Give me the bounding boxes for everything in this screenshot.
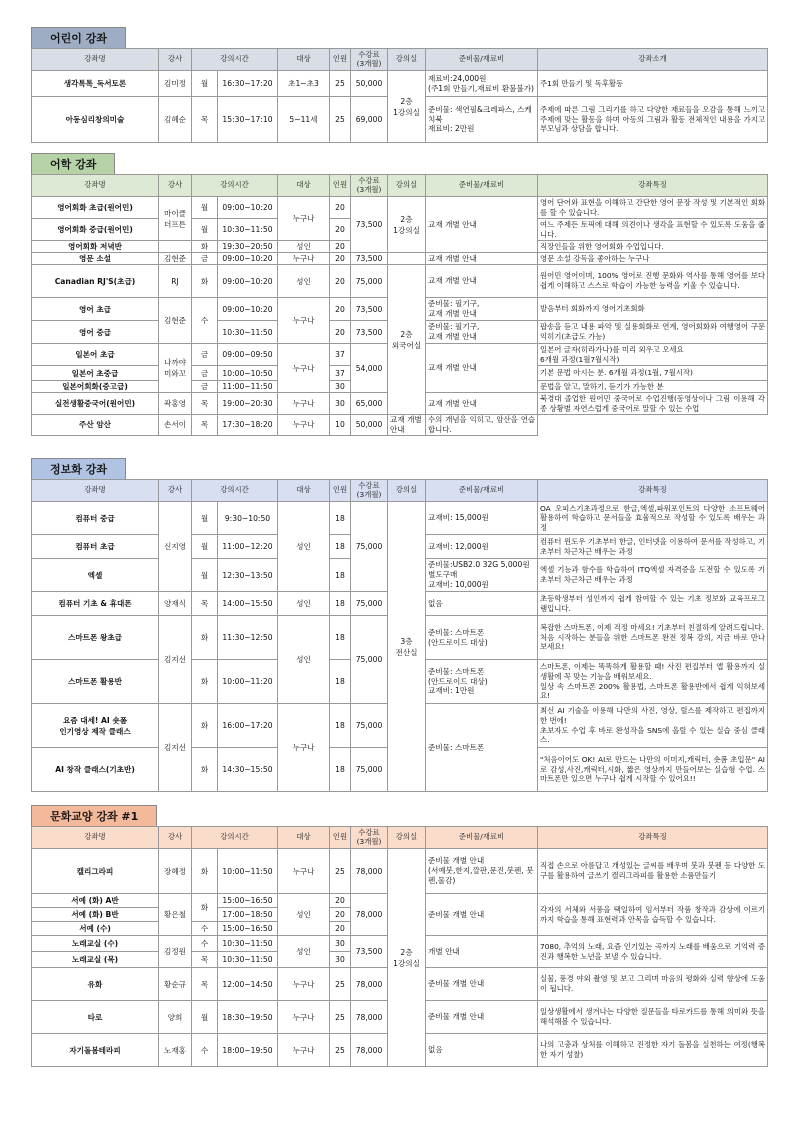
teacher: 김현준 — [159, 253, 192, 265]
day: 월 — [192, 559, 218, 592]
time: 17:00~18:50 — [218, 908, 278, 922]
fee: 50,000 — [351, 415, 388, 436]
time: 10:30~11:50 — [218, 219, 278, 241]
day: 목 — [192, 393, 218, 415]
fee: 50,000 — [351, 71, 388, 97]
day: 수 — [192, 922, 218, 936]
target: 누구나 — [278, 1001, 330, 1034]
course-name: 서예 (수) — [32, 922, 159, 936]
day: 수 — [192, 936, 218, 952]
capacity: 18 — [330, 704, 351, 748]
teacher: 김미정 — [159, 71, 192, 97]
day: 화 — [192, 265, 218, 298]
material: 준비물: 필기구, 교재 개별 안내 — [426, 298, 538, 321]
capacity: 25 — [330, 97, 351, 143]
material: 교재 개별 안내 — [426, 344, 538, 393]
teacher: 김지선 — [159, 704, 192, 792]
fee: 78,000 — [351, 1001, 388, 1034]
course-name: 서예 (화) A반 — [32, 894, 159, 908]
time: 09:00~10:20 — [218, 197, 278, 219]
time: 9:30~10:50 — [218, 502, 278, 535]
course-table — [31, 479, 768, 792]
capacity: 20 — [330, 265, 351, 298]
day: 화 — [192, 849, 218, 894]
fee: 75,000 — [351, 748, 388, 792]
target: 성인 — [278, 265, 330, 298]
course-name: 엑셀 — [32, 559, 159, 592]
target: 성인 — [278, 894, 330, 936]
day: 목 — [192, 415, 218, 436]
fee: 75,000 — [351, 704, 388, 748]
description: 엑셀 기능과 함수를 학습하여 ITQ엑셀 자격증을 도전할 수 있도록 기초부터 차근차근 배우는 과정 — [538, 559, 768, 592]
teacher: 양희 — [159, 1001, 192, 1034]
target: 누구나 — [278, 298, 330, 344]
description: 실물, 풍경 야외 촬영 및 보고 그리며 마음의 평화와 실력 향상에 도움이 됩니다. — [538, 968, 768, 1001]
target: 성인 — [278, 592, 330, 616]
table-row — [32, 415, 768, 436]
material: 교재비: 12,000원 — [426, 535, 538, 559]
capacity: 30 — [330, 381, 351, 393]
material: 준비물: 스마트폰 — [426, 704, 538, 792]
day: 화 — [192, 894, 218, 922]
time: 19:30~20:50 — [218, 241, 278, 253]
capacity: 25 — [330, 71, 351, 97]
course-name: 유화 — [32, 968, 159, 1001]
target: 누구나 — [278, 197, 330, 241]
target: 성인 — [278, 502, 330, 592]
fee: 65,000 — [351, 393, 388, 415]
target: 성인 — [278, 936, 330, 968]
table-row — [32, 849, 768, 894]
material: 없음 — [426, 1034, 538, 1067]
capacity: 20 — [330, 197, 351, 219]
fee: 75,000 — [351, 265, 388, 298]
capacity: 20 — [330, 253, 351, 265]
material: 준비물 개별 안내 — [426, 1001, 538, 1034]
time: 14:00~15:50 — [218, 592, 278, 616]
capacity: 18 — [330, 535, 351, 559]
time: 16:00~17:20 — [218, 704, 278, 748]
time: 18:30~19:50 — [218, 1001, 278, 1034]
course-name: 실전생활중국어(원어민) — [32, 393, 159, 415]
target: 누구나 — [278, 344, 330, 393]
col-teacher: 강사 — [159, 49, 192, 71]
time: 10:00~11:50 — [218, 849, 278, 894]
col-fee: 수강료 (3개월) — [351, 175, 388, 197]
col-course: 강좌명 — [32, 480, 159, 502]
teacher — [159, 241, 192, 253]
description: 컴퓨터 윈도우 기초부터 한글, 인터넷을 이용하여 문서를 작성하고, 기초부터 차근차근 배우는 과정 — [538, 535, 768, 559]
course-name: AI 창작 클래스(기초반) — [32, 748, 159, 792]
col-room: 강의실 — [388, 480, 426, 502]
capacity: 18 — [330, 660, 351, 704]
fee: 73,500 — [351, 298, 388, 321]
table-row — [32, 71, 768, 97]
material: 준비물: 스마트폰 (안드로이드 대상) — [426, 616, 538, 660]
description: 북경대 졸업한 원어민 중국어로 수업진행(동영상이나 그림 이용해 각종 상황별 자연스럽게 중국어로 말할 수 있는 수업 — [538, 393, 768, 415]
col-desc: 강좌소개 — [538, 49, 768, 71]
table-row — [32, 265, 768, 298]
section-culture — [31, 805, 767, 1067]
col-time: 강의시간 — [192, 49, 278, 71]
section-title: 어학 강좌 — [31, 153, 115, 174]
col-desc: 강좌특징 — [538, 480, 768, 502]
teacher: 김지선 — [159, 616, 192, 704]
material: 준비물: 스마트폰 (안드로이드 대상) 교재비: 1만원 — [426, 660, 538, 704]
capacity: 30 — [330, 936, 351, 952]
material: 준비물: 필기구, 교재 개별 안내 — [426, 321, 538, 344]
section-language — [31, 153, 767, 436]
capacity: 25 — [330, 968, 351, 1001]
material: 준비물:USB2.0 32G 5,000원 별도구매 교재비: 10,000원 — [426, 559, 538, 592]
day: 금 — [192, 381, 218, 393]
fee: 54,000 — [351, 344, 388, 393]
fee: 78,000 — [351, 849, 388, 894]
material: 없음 — [426, 592, 538, 616]
day: 월 — [192, 535, 218, 559]
target: 5~11세 — [278, 97, 330, 143]
day: 화 — [192, 616, 218, 660]
teacher: 곽홍영 — [159, 393, 192, 415]
col-course: 강좌명 — [32, 827, 159, 849]
col-course: 강좌명 — [32, 175, 159, 197]
day: 월 — [192, 219, 218, 241]
description: 일본어 글자(히라가나)를 미리 외우고 오세요 6개월 과정(1월7월시작) — [538, 344, 768, 366]
time: 10:00~11:20 — [218, 660, 278, 704]
description: 7080, 추억의 노래, 요즘 인기있는 곡까지 노래를 배움으로 기억력 증진과 행복한 노년을 보낼 수 있습니다. — [538, 936, 768, 968]
col-teacher: 강사 — [159, 827, 192, 849]
material: 준비물: 색연필&크레파스, 스케치북 재료비: 2만원 — [426, 97, 538, 143]
target: 초1~초3 — [278, 71, 330, 97]
material: 준비물 개별 안내 — [426, 968, 538, 1001]
course-name: 영어회화 중급(원어민) — [32, 219, 159, 241]
target: 누구나 — [278, 968, 330, 1001]
time: 11:00~11:50 — [218, 381, 278, 393]
course-name: 일본어 초중급 — [32, 366, 159, 381]
target: 누구나 — [278, 253, 330, 265]
capacity: 37 — [330, 366, 351, 381]
teacher: RJ — [159, 265, 192, 298]
room: 3층 전산실 — [388, 502, 426, 792]
capacity: 18 — [330, 592, 351, 616]
col-material: 준비물/재료비 — [426, 49, 538, 71]
day: 화 — [192, 704, 218, 748]
col-target: 대상 — [278, 480, 330, 502]
time: 12:30~13:50 — [218, 559, 278, 592]
capacity: 20 — [330, 922, 351, 936]
description: 기본 문법 아시는 분. 6개월 과정(1월, 7월시작) — [538, 366, 768, 381]
description: 문법을 알고, 말하기, 듣기가 가능한 분 — [538, 381, 768, 393]
col-time: 강의시간 — [192, 827, 278, 849]
description: 초등학생부터 성인까지 쉽게 참여할 수 있는 기초 정보화 교육프로그램입니다. — [538, 592, 768, 616]
course-name: 생각톡톡_독서토론 — [32, 71, 159, 97]
target: 누구나 — [278, 415, 330, 436]
description: 원어민 영어이며, 100% 영어로 진행 문화와 역사를 통해 영어를 보다 쉽게 이해하고 스스로 학습이 가능한 능력을 키울 수 있습니다. — [538, 265, 768, 298]
col-desc: 강좌특징 — [538, 827, 768, 849]
course-name: 스마트폰 왕초급 — [32, 616, 159, 660]
course-name: 영어회화 저녁반 — [32, 241, 159, 253]
course-name: 일본어 초급 — [32, 344, 159, 366]
description: "처음이어도 OK! AI로 만드는 나만의 이미지,캐릭터, 숏폼 초입문" AI로 감성,사진,캐릭터,시화, 짧은 영상까지 만들어보는 실습형 수업. 스마트폰만 있으면 누구나 쉽게 시작할 수 있어요!! — [538, 748, 768, 792]
fee: 78,000 — [351, 1034, 388, 1067]
course-name: 주산 암산 — [32, 415, 159, 436]
description: 나의 고충과 상처를 이해하고 진정한 자기 돌봄을 실천하는 여정(행복한 자기 성찰) — [538, 1034, 768, 1067]
col-time: 강의시간 — [192, 480, 278, 502]
col-cap: 인원 — [330, 827, 351, 849]
course-name: 캘리그라피 — [32, 849, 159, 894]
col-material: 준비물/재료비 — [426, 827, 538, 849]
course-table — [31, 174, 768, 436]
teacher: 신지영 — [159, 502, 192, 592]
room — [388, 253, 426, 265]
capacity: 10 — [330, 415, 351, 436]
time: 10:30~11:50 — [218, 936, 278, 952]
course-name: 스마트폰 활용반 — [32, 660, 159, 704]
col-fee: 수강료 (3개월) — [351, 49, 388, 71]
description: 수의 개념을 익히고, 암산을 연습합니다. — [426, 415, 538, 436]
description: 발음부터 회화까지 영어기초회화 — [538, 298, 768, 321]
day: 수 — [192, 1034, 218, 1067]
description: 직장인들을 위한 영어회화 수업입니다. — [538, 241, 768, 253]
description: 영어 단어와 표현을 이해하고 간단한 영어 문장 작성 및 기본적인 회화를 할 수 있습니다. — [538, 197, 768, 219]
target: 누구나 — [278, 704, 330, 792]
material: 교재 개별 안내 — [388, 415, 426, 436]
capacity: 25 — [330, 1001, 351, 1034]
description: OA 오피스기초과정으로 한글,엑셀,파워포인트의 다양한 소프트웨어 활용하여 학습하고 문서들을 효율적으로 작성할 수 있도록 배우는 과정 — [538, 502, 768, 535]
description: 복잡한 스마트폰, 이제 걱정 마세요! 기초부터 친절하게 알려드립니다. 처음 시작하는 분들을 위한 스마트폰 완전 정복 강의, 지금 바로 만나보세요! — [538, 616, 768, 660]
day: 금 — [192, 253, 218, 265]
course-name: 컴퓨터 기초 & 휴대폰 — [32, 592, 159, 616]
section-child — [31, 27, 767, 143]
col-material: 준비물/재료비 — [426, 175, 538, 197]
capacity: 30 — [330, 393, 351, 415]
time: 09:00~09:50 — [218, 344, 278, 366]
description: 일상생활에서 생겨나는 다양한 질문들을 타로카드를 통해 의미와 뜻을 해석해볼 수 있습니다. — [538, 1001, 768, 1034]
time: 17:30~18:20 — [218, 415, 278, 436]
day: 목 — [192, 968, 218, 1001]
fee: 75,000 — [351, 502, 388, 592]
teacher: 양재식 — [159, 592, 192, 616]
target: 성인 — [278, 241, 330, 253]
course-name: 일본어회화(중고급) — [32, 381, 159, 393]
fee: 73,500 — [351, 321, 388, 344]
material: 교재 개별 안내 — [426, 393, 538, 415]
capacity: 30 — [330, 952, 351, 968]
teacher: 나까야 미와꼬 — [159, 344, 192, 393]
description: 직접 손으로 아름답고 개성있는 글씨를 배우며 붓과 붓펜 등 다양한 도구를 활용하여 글쓰기 캘리그라피를 활용한 소품만들기 — [538, 849, 768, 894]
time: 14:30~15:50 — [218, 748, 278, 792]
time: 09:00~10:20 — [218, 265, 278, 298]
course-name: 영어 초급 — [32, 298, 159, 321]
material: 교재 개별 안내 — [426, 253, 538, 265]
capacity: 18 — [330, 616, 351, 660]
col-fee: 수강료 (3개월) — [351, 480, 388, 502]
day: 화 — [192, 660, 218, 704]
col-desc: 강좌특징 — [538, 175, 768, 197]
course-table — [31, 826, 768, 1067]
teacher: 마이클 더프튼 — [159, 197, 192, 241]
teacher: 김정원 — [159, 936, 192, 968]
day: 화 — [192, 748, 218, 792]
table-row — [32, 253, 768, 265]
time: 12:00~14:50 — [218, 968, 278, 1001]
fee: 75,000 — [351, 592, 388, 616]
teacher: 황은철 — [159, 894, 192, 936]
time: 18:00~19:50 — [218, 1034, 278, 1067]
day: 월 — [192, 502, 218, 535]
teacher: 김현준 — [159, 298, 192, 344]
description: 팝송을 듣고 내용 파악 및 실용회화로 연계, 영어회화와 여행영어 구문 익히기(초급도 가능) — [538, 321, 768, 344]
teacher: 김혜순 — [159, 97, 192, 143]
course-name: Canadian RJ'S(초급) — [32, 265, 159, 298]
course-table — [31, 48, 768, 143]
time: 10:30~11:50 — [218, 952, 278, 968]
course-name: 노래교실 (수) — [32, 936, 159, 952]
target: 누구나 — [278, 849, 330, 894]
course-name: 아동심리창의미술 — [32, 97, 159, 143]
room: 2층 1강의실 — [388, 849, 426, 1067]
fee: 69,000 — [351, 97, 388, 143]
target: 누구나 — [278, 393, 330, 415]
fee: 73,500 — [351, 197, 388, 253]
teacher: 장혜정 — [159, 849, 192, 894]
col-cap: 인원 — [330, 480, 351, 502]
day: 화 — [192, 241, 218, 253]
day: 목 — [192, 97, 218, 143]
capacity: 20 — [330, 298, 351, 321]
col-teacher: 강사 — [159, 175, 192, 197]
col-course: 강좌명 — [32, 49, 159, 71]
description: 최신 AI 기술을 이용해 나만의 사진, 영상, 릴스를 제작하고 편집까지 한 번에! 초보자도 수업 후 바로 완성작을 SNS에 올릴 수 있는 실습 중심 클래스. — [538, 704, 768, 748]
section-title: 문화교양 강좌 #1 — [31, 805, 157, 826]
description: 각자의 서체와 서풍을 택일하여 임서부터 작품 창작과 감상에 이르기까지 학습을 통해 표현력과 안목을 습득할 수 있습니다. — [538, 894, 768, 936]
target: 성인 — [278, 616, 330, 704]
time: 10:30~11:50 — [218, 321, 278, 344]
capacity: 20 — [330, 219, 351, 241]
time: 09:00~10:20 — [218, 253, 278, 265]
description: 스마트폰, 이제는 똑똑하게 활용할 때! 사진 편집부터 앱 활용까지 실생활에 꼭 맞는 기능을 배워보세요. 일상 속 스마트폰 200% 활용법, 스마트폰 활용반에서 쉽게 익혀보세요! — [538, 660, 768, 704]
col-room: 강의실 — [388, 175, 426, 197]
day: 수 — [192, 298, 218, 344]
time: 11:30~12:50 — [218, 616, 278, 660]
fee: 78,000 — [351, 968, 388, 1001]
fee: 75,000 — [351, 616, 388, 704]
col-room: 강의실 — [388, 827, 426, 849]
capacity: 37 — [330, 344, 351, 366]
fee: 73,500 — [351, 253, 388, 265]
day: 금 — [192, 366, 218, 381]
course-name: 자기돌봄테라피 — [32, 1034, 159, 1067]
course-name: 노래교실 (목) — [32, 952, 159, 968]
material: 준비물 개별 안내 — [426, 894, 538, 936]
col-teacher: 강사 — [159, 480, 192, 502]
col-target: 대상 — [278, 827, 330, 849]
teacher: 손서이 — [159, 415, 192, 436]
description: 영문 소설 강독을 좋아하는 누구나 — [538, 253, 768, 265]
col-fee: 수강료 (3개월) — [351, 827, 388, 849]
course-name: 컴퓨터 초급 — [32, 535, 159, 559]
material: 교재비: 15,000원 — [426, 502, 538, 535]
teacher: 노재홍 — [159, 1034, 192, 1067]
table-row — [32, 502, 768, 535]
fee: 73,500 — [351, 936, 388, 968]
col-room: 강의실 — [388, 49, 426, 71]
time: 15:00~16:50 — [218, 894, 278, 908]
course-name: 영어 중급 — [32, 321, 159, 344]
teacher: 황순규 — [159, 968, 192, 1001]
day: 월 — [192, 197, 218, 219]
capacity: 20 — [330, 321, 351, 344]
capacity: 18 — [330, 559, 351, 592]
col-target: 대상 — [278, 175, 330, 197]
section-title: 정보화 강좌 — [31, 458, 126, 479]
capacity: 25 — [330, 1034, 351, 1067]
course-name: 요즘 대세! AI 숏폼 인기영상 제작 클래스 — [32, 704, 159, 748]
room: 2층 외국어실 — [388, 265, 426, 415]
target: 누구나 — [278, 1034, 330, 1067]
col-time: 강의시간 — [192, 175, 278, 197]
material: 교재 개별 안내 — [426, 265, 538, 298]
col-material: 준비물/재료비 — [426, 480, 538, 502]
day: 월 — [192, 71, 218, 97]
time: 16:30~17:20 — [218, 71, 278, 97]
material: 개별 안내 — [426, 936, 538, 968]
time: 09:00~10:20 — [218, 298, 278, 321]
material: 교재 개별 안내 — [426, 197, 538, 253]
time: 11:00~12:20 — [218, 535, 278, 559]
capacity: 20 — [330, 894, 351, 908]
fee: 78,000 — [351, 894, 388, 936]
room: 2층 1강의실 — [388, 197, 426, 253]
col-target: 대상 — [278, 49, 330, 71]
day: 목 — [192, 952, 218, 968]
course-name: 영어회화 초급(원어민) — [32, 197, 159, 219]
material: 준비물 개별 안내 (서예붓,한지,깔판,문진,붓펜, 붓펜,물감) — [426, 849, 538, 894]
col-cap: 인원 — [330, 175, 351, 197]
day: 월 — [192, 1001, 218, 1034]
time: 15:30~17:10 — [218, 97, 278, 143]
capacity: 18 — [330, 748, 351, 792]
section-info — [31, 458, 767, 792]
material: 재료비:24,000원 (주1회 만들기,재료비 환불불가) — [426, 71, 538, 97]
capacity: 20 — [330, 241, 351, 253]
course-name: 타로 — [32, 1001, 159, 1034]
time: 10:00~10:50 — [218, 366, 278, 381]
description: 주1회 만들기 및 독후활동 — [538, 71, 768, 97]
course-name: 영문 소설 — [32, 253, 159, 265]
course-name: 컴퓨터 중급 — [32, 502, 159, 535]
capacity: 25 — [330, 849, 351, 894]
description: 여느 주제든 토픽에 대해 의견이나 생각을 표현할 수 있도록 도움을 줍니다. — [538, 219, 768, 241]
col-cap: 인원 — [330, 49, 351, 71]
course-name: 서예 (화) B반 — [32, 908, 159, 922]
room: 2층 1강의실 — [388, 71, 426, 143]
day: 금 — [192, 344, 218, 366]
table-row — [32, 197, 768, 219]
day: 목 — [192, 592, 218, 616]
section-title: 어린이 강좌 — [31, 27, 126, 48]
capacity: 18 — [330, 502, 351, 535]
time: 19:00~20:30 — [218, 393, 278, 415]
capacity: 20 — [330, 908, 351, 922]
time: 15:00~16:50 — [218, 922, 278, 936]
description: 주제에 따른 그림 그리기를 하고 다양한 재료들을 오감을 통해 느끼고 주제에 맞는 활동을 하며 아동의 그림과 활동 전체적인 내용을 가지고 부모님과 상담을 합니다. — [538, 97, 768, 143]
